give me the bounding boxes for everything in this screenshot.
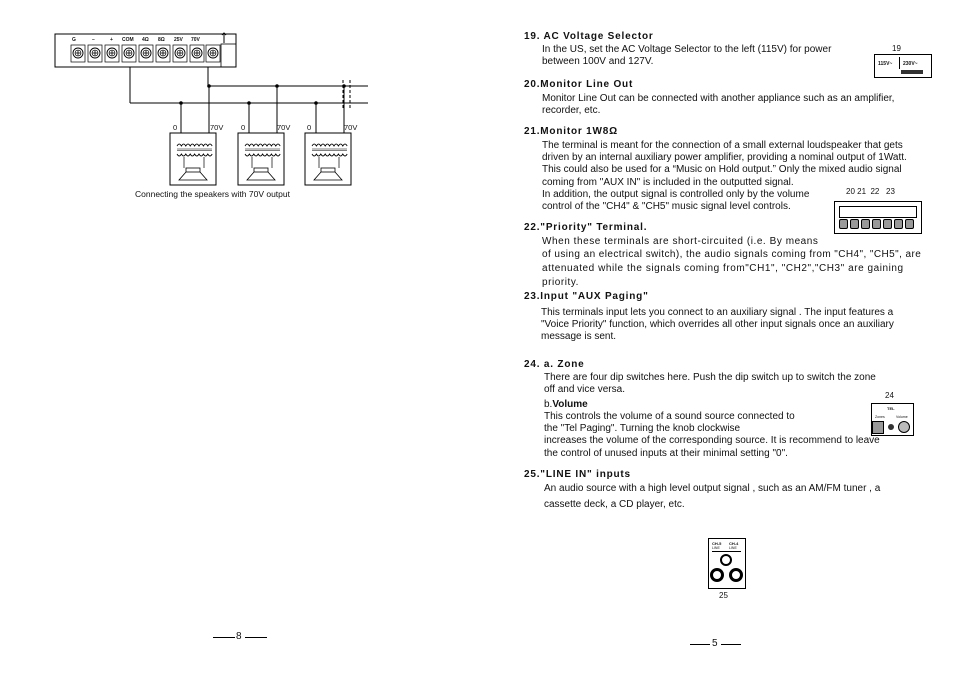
terminal-label-g: G [72, 37, 76, 43]
fig-24-number: 24 [885, 391, 894, 400]
terminal-screw [88, 45, 102, 62]
tap-label-70v-3: 70V [344, 123, 358, 132]
tap-label-zero-1: 0 [173, 123, 178, 132]
section-22-line-3: attenuated while the signals coming from"CH1", "CH2","CH3" are gaining [542, 263, 904, 274]
tap-label-zero-3: 0 [307, 123, 312, 132]
page-number-right: 5 [712, 638, 718, 649]
fig-20-23-screw [861, 219, 870, 229]
terminal-label-minus: − [92, 37, 95, 43]
fig-20-23-terminal-block [834, 201, 922, 234]
fig-20-23-numbers: 20 21 22 23 [846, 187, 895, 196]
section-23-line-2: "Voice Priority" function, which overrides all other input signals once an auxiliary [541, 319, 894, 330]
section-24-b-prefix: b. [544, 399, 553, 410]
section-19-line-1: In the US, set the AC Voltage Selector to the left (115V) for power [542, 44, 832, 55]
section-21-line-2: driven by an internal auxiliary power amplifier, providing a nominal output of 1Watt. [542, 152, 907, 163]
terminal-screw [206, 45, 220, 62]
terminal-screw [105, 45, 119, 62]
terminal-screw [156, 45, 170, 62]
terminal-screw [122, 45, 136, 62]
section-21-line-3: This could also be used for a “Music on Hold output.” Only the mixed audio signal [542, 164, 902, 175]
section-24-b-line-1: This controls the volume of a sound source connected to [544, 411, 795, 422]
section-22-line-4: priority. [542, 277, 579, 288]
section-22-heading: 22."Priority" Terminal. [524, 222, 648, 233]
terminal-arrow-icon [222, 33, 226, 43]
section-20-line-1: Monitor Line Out can be connected with another appliance such as an amplifier, [542, 93, 895, 104]
terminal-screw [71, 45, 85, 62]
tap-label-zero-2: 0 [241, 123, 246, 132]
section-19-line-2: between 100V and 127V. [542, 56, 654, 67]
section-20-line-2: recorder, etc. [542, 105, 601, 116]
fig-19-label-115: 115V~ [878, 61, 893, 67]
fig-25-label-ch4: CH-4 [729, 541, 739, 546]
section-24-a-line-1: There are four dip switches here. Push the dip switch up to switch the zone [544, 372, 876, 383]
speaker-unit [305, 84, 351, 185]
page-number-left: 8 [236, 631, 242, 642]
terminal-label-70v: 70V [191, 37, 200, 43]
fig-25-number: 25 [719, 591, 728, 600]
fig-25-label-line-1: LINE [712, 546, 720, 550]
fig-25-divider [712, 551, 741, 552]
speaker-unit [170, 84, 216, 185]
section-24-b-title: Volume [552, 399, 588, 410]
terminal-screw [173, 45, 187, 62]
fig-20-23-screws [839, 219, 917, 231]
terminal-label-8ohm: 8Ω [158, 37, 165, 43]
section-24-heading [524, 359, 585, 370]
terminal-label-25v: 25V [174, 37, 183, 43]
fig-20-23-screw [850, 219, 859, 229]
fig-24-label-zones: Zones [875, 415, 885, 419]
fig-25-label-line-2: LINE [729, 546, 737, 550]
fig-25-jack-top [720, 554, 732, 566]
fig-19-slider [901, 70, 923, 74]
section-25-line-2: cassette deck, a CD player, etc. [544, 499, 685, 510]
fig-20-23-screw [883, 219, 892, 229]
fig-24-jack [888, 424, 894, 430]
section-23-line-3: message is sent. [541, 331, 617, 342]
section-25-heading: 25."LINE IN" inputs [524, 469, 631, 480]
tap-label-70v-1: 70V [210, 123, 224, 132]
section-22-line-2: of using an electrical switch), the audio signals coming from "CH4", "CH5", are [542, 249, 922, 260]
fig-24-panel [871, 403, 914, 436]
terminal-label-4ohm: 4Ω [142, 37, 149, 43]
section-24-heading-prefix: 24. a. [524, 359, 554, 370]
section-20-heading: 20.Monitor Line Out [524, 79, 634, 90]
fig-25-jack-left [710, 568, 724, 582]
section-24-a-line-2: off and vice versa. [544, 384, 625, 395]
fig-19-voltage-selector [874, 54, 932, 78]
page-number-rule-right-2 [721, 644, 741, 645]
fig-24-label-volume: Volume [896, 415, 908, 419]
section-24-b-heading [544, 399, 588, 412]
fig-25-line-in-panel [708, 538, 746, 589]
fig-24-dip-switch [872, 421, 884, 434]
tap-label-70v-2: 70V [277, 123, 291, 132]
section-21-line-5: In addition, the output signal is controlled only by the volume [542, 189, 810, 200]
section-19-heading: 19. AC Voltage Selector [524, 31, 654, 42]
section-25-line-1: An audio source with a high level output signal , such as an AM/FM tuner , a [544, 483, 881, 494]
terminal-label-com: COM [122, 37, 134, 43]
diagram-caption: Connecting the speakers with 70V output [135, 189, 290, 199]
fig-20-23-screw [905, 219, 914, 229]
page-number-rule-right [245, 637, 267, 638]
terminal-screw [190, 45, 204, 62]
fig-25-jack-right [729, 568, 743, 582]
section-24-b-line-2: the "Tel Paging". Turning the knob clockwise [544, 423, 741, 434]
page-number-rule-left [213, 637, 235, 638]
fig-20-23-screw [894, 219, 903, 229]
fig-19-number: 19 [892, 44, 901, 53]
fig-20-23-screw [839, 219, 848, 229]
fig-19-label-230: 230V~ [903, 61, 918, 67]
fig-20-23-labels-strip [839, 206, 917, 218]
page-number-rule-left-2 [690, 644, 710, 645]
fig-19-arrow [899, 57, 900, 69]
section-22-line-1: When these terminals are short-circuited (i.e. By means [542, 236, 819, 247]
section-23-line-1: This terminals input lets you connect to an auxiliary signal . The input features a [541, 307, 894, 318]
section-24-b-line-4: the control of unused inputs at their minimal setting "0". [544, 448, 788, 459]
fig-24-volume-knob [898, 421, 910, 433]
terminal-screw [139, 45, 153, 62]
speaker-unit [238, 84, 284, 185]
section-24-b-line-3: increases the volume of the corresponding source. It is recommend to leave [544, 435, 880, 446]
section-21-line-1: The terminal is meant for the connection of a small external loudspeaker that gets [542, 140, 903, 151]
section-24-heading-title: Zone [557, 359, 585, 370]
terminal-label-plus: + [110, 37, 113, 43]
section-21-line-4: coming from "AUX IN" is included in the outputted signal. [542, 177, 794, 188]
section-23-heading: 23.Input "AUX Paging" [524, 291, 649, 302]
section-21-line-6: control of the "CH4" & "CH5" music signal level controls. [542, 201, 791, 212]
fig-24-label-tel: TEL [887, 406, 895, 411]
section-21-heading: 21.Monitor 1W8Ω [524, 126, 618, 137]
fig-25-label-ch5: CH-5 [712, 541, 722, 546]
fig-20-23-screw [872, 219, 881, 229]
